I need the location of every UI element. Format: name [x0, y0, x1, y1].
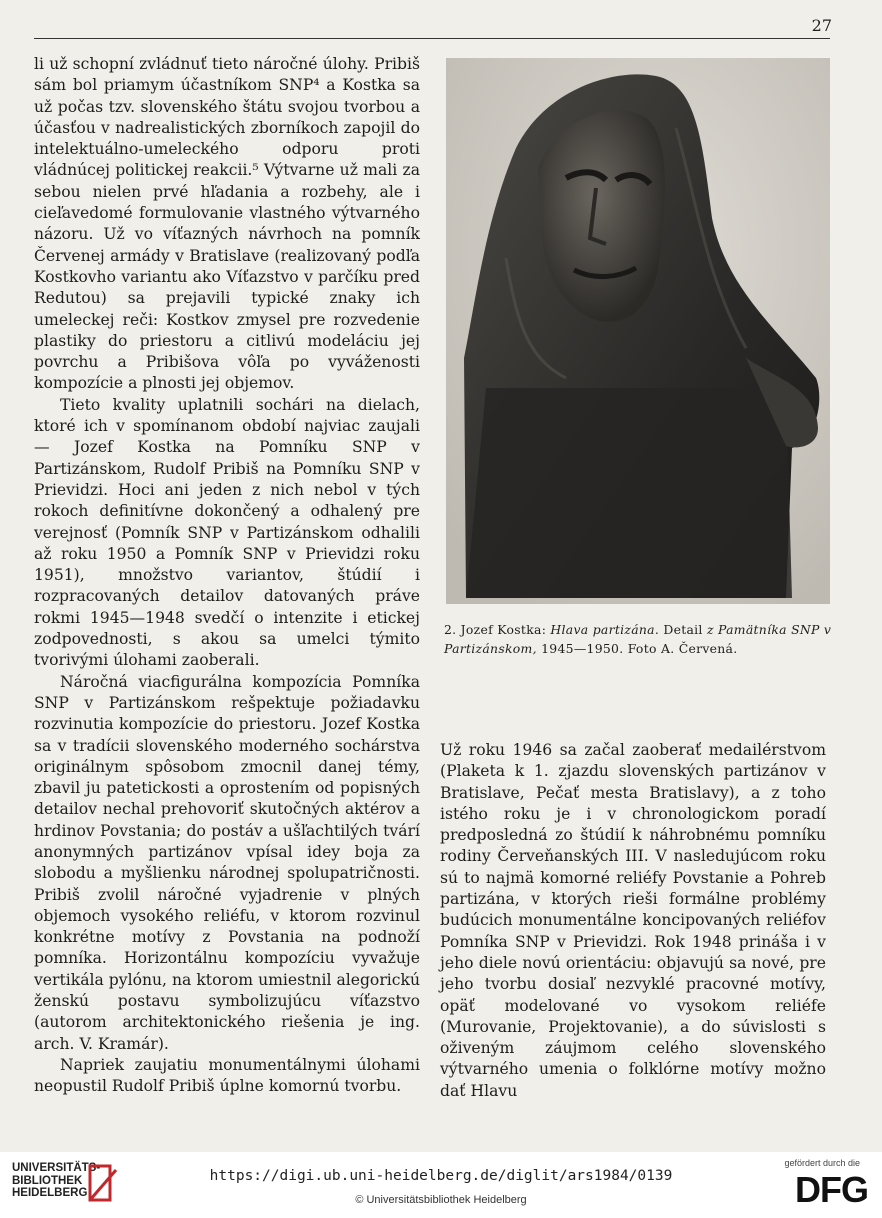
- figure-caption: [444, 620, 834, 658]
- library-name-line: BIBLIOTHEK: [12, 1174, 83, 1187]
- library-name-line: UNIVERSITÄTS-: [12, 1162, 101, 1174]
- sculpture-photo: [446, 58, 830, 604]
- bust-illustration: [446, 58, 830, 604]
- paragraph: Už roku 1946 sa začal zaoberať medailérstvom (Plaketa k 1. zjazdu slovenských partizánov v Bratislave, Pečať mesta Bratislavy), a z toho istého roku je i v chronologickom poradí predposledná zo štúdií k náhrobnému pomníku rodiny Červeňanských III. V nasledujúcom roku sú to najmä komorné reliéfy Povstanie a Pohreb partizána, v ktorých rieši formálne problémy budúcich monumentálne koncipovaných reliéfov Pomníka SNP v Prievidzi. Rok 1948 prináša i v jeho diele novú orientáciu: objavujú sa nové, pre jeho tvorbu dosiaľ nezvyklé pracovné motívy, opäť modelované vo vysokom reliéfe (Murovanie, Projektovanie), a do súvislosti s oživeným záujmom celého slovenského výtvarného umenia o folklórne motívy možno dať Hlavu: [440, 741, 826, 1100]
- top-rule: [34, 38, 830, 39]
- library-name-line: HEIDELBERG: [12, 1187, 88, 1199]
- caption-work: Pamätníka SNP v Partizánskom,: [444, 622, 832, 656]
- paragraph: li už schopní zvládnuť tieto náročné úlohy. Pribiš sám bol priamym účastníkom SNP⁴ a Kostka sa už počas tzv. slovenského štátu svojou tvorbou a účasťou v nadrealistických zborníkoch zapojil do intelektuálno-umeleckého odporu proti vládnúcej politickej reakcii.⁵ Výtvarne už mali za sebou nielen prvé hľadania a rozbehy, ale i cieľavedomé formulovanie vlastného výtvarného názoru. Už vo víťazných návrhoch na pomník Červenej armády v Bratislave (realizovaný podľa Kostkovho variantu ako Víťazstvo v parčíku pred Redutou) sa prejavili typické znaky ich umeleckej reči: Kostkov zmysel pre rozvedenie plastiky do priestoru a citlivú modeláciu jej povrchu a Pribišova vôľa po vyváženosti kompozície a plnosti jej objemov.: [34, 55, 420, 393]
- caption-title: Hlava partizána.: [550, 622, 660, 637]
- left-column: [34, 54, 420, 1098]
- caption-middle: Detail: [659, 622, 707, 637]
- paragraph: Náročná viacfigurálna kompozícia Pomníka SNP v Partizánskom rešpektuje požiadavku rozvinutia kompozície do priestoru. Jozef Kostka sa v tradícii slovenského moderného sochárstva originálnym spôsobom zmocnil danej témy, zbavil ju patetickosti a oprostením od popisných detailov nechal prehovoriť skutočných aktérov a hrdinov Povstania; do postáv a ušľachtilých tvárí anonymných partizánov vpísal idey boja za slobodu a myšlienku národnej spolupatričnosti. Pribiš zvolil náročné vyjadrenie v plných objemoch vysokého reliéfu, v ktorom rozvinul konkrétne motívy z Povstania na podnoží pomníka. Horizontálnu kompozíciu vyvažuje vertikála pylónu, na ktorom umiestnil alegorickú ženskú postavu symbolizujúcu víťazstvo (autorom architektonického riešenia je ing. arch. V. Kramár).: [34, 672, 420, 1053]
- caption-z: z: [706, 622, 714, 637]
- copyright-notice: © Universitätsbibliothek Heidelberg: [355, 1194, 527, 1206]
- funding-label: gefördert durch die: [784, 1158, 860, 1168]
- paragraph: Tieto kvality uplatnili sochári na dielach, ktoré ich v spomínanom období najviac zaujali — Jozef Kostka na Pomníku SNP v Partizánskom, Rudolf Pribiš na Pomníku SNP v Prievidzi. Hoci ani jeden z nich nebol v tých rokoch definitívne dokončený a odhalený pre verejnosť (Pomník SNP v Partizánskom odhalili až roku 1950 a Pomník SNP v Prievidzi roku 1951), množstvo variantov, štúdií i rozpracovaných detailov datovaných práve rokmi 1945—1948 svedčí o intenzite i etickej zodpovednosti, s akou sa umelci týmito tvorivými úlohami zaoberali.: [34, 395, 420, 670]
- dfg-logo[interactable]: DFG: [795, 1169, 868, 1210]
- caption-prefix: 2. Jozef Kostka:: [444, 622, 551, 637]
- footer-bar: [0, 1152, 882, 1218]
- document-url-link[interactable]: https://digi.ub.uni-heidelberg.de/diglit/ars1984/0139: [209, 1168, 673, 1184]
- right-column: [440, 740, 826, 1102]
- paragraph: Napriek zaujatiu monumentálnymi úlohami neopustil Rudolf Pribiš úplne komornú tvorbu.: [34, 1055, 420, 1096]
- caption-suffix: 1945—1950. Foto A. Červená.: [536, 641, 738, 656]
- page-number: 27: [811, 16, 832, 35]
